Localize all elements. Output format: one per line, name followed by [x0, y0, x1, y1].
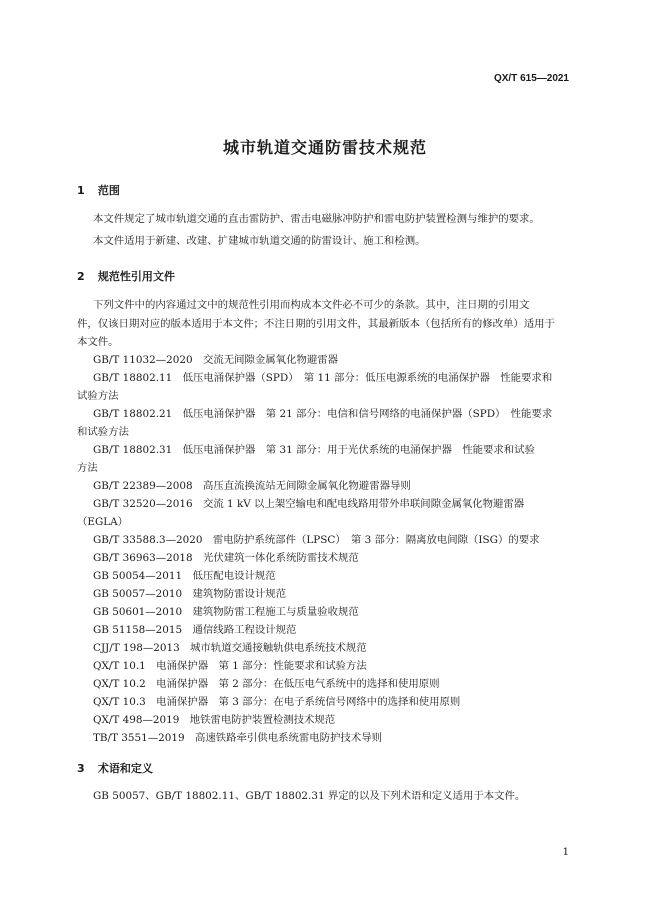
reference-item: QX/T 10.1 电涌保护器 第 1 部分：性能要求和试验方法 — [93, 660, 367, 672]
reference-item: QX/T 498—2019 地铁雷电防护装置检测技术规范 — [93, 714, 336, 726]
document-title: 城市轨道交通防雷技术规范 — [222, 138, 427, 157]
section-heading-2 — [77, 268, 175, 284]
reference-item: GB 51158—2015 通信线路工程设计规范 — [93, 624, 297, 636]
reference-item-continued: （EGLA） — [77, 516, 129, 528]
section-heading-1 — [77, 182, 120, 198]
body-line: 本文件。 — [77, 336, 119, 348]
body-line: 本文件规定了城市轨道交通的直击雷防护、雷击电磁脉冲防护和雷电防护装置检测与维护的要求。 — [93, 213, 540, 225]
section-number: 2 — [77, 270, 85, 283]
body-line: GB 50057、GB/T 18802.11、GB/T 18802.31 界定的以及下列术语和定义适用于本文件。 — [93, 790, 526, 802]
section-heading-3 — [77, 760, 153, 776]
reference-item-continued: 和试验方法 — [77, 426, 129, 438]
reference-item: GB/T 32520—2016 交流 1 kV 以上架空输电和配电线路用带外串联间隙金属氧化物避雷器 — [93, 498, 525, 510]
reference-item: GB 50601—2010 建筑物防雷工程施工与质量验收规范 — [93, 606, 359, 618]
section-title: 规范性引用文件 — [97, 270, 175, 283]
body-line: 下列文件中的内容通过文中的规范性引用而构成本文件必不可少的条款。其中，注日期的引用文 — [93, 299, 530, 311]
section-title: 术语和定义 — [97, 762, 153, 775]
page-number: 1 — [562, 847, 569, 858]
reference-item-continued: 方法 — [77, 462, 98, 474]
reference-item: GB 50057—2010 建筑物防雷设计规范 — [93, 588, 287, 600]
reference-item: GB/T 18802.31 低压电涌保护器 第 31 部分：用于光伏系统的电涌保护器 性能要求和试验 — [93, 444, 535, 456]
section-number: 3 — [77, 762, 85, 775]
standard-code: QX/T 615—2021 — [493, 73, 569, 84]
reference-item: GB/T 11032—2020 交流无间隙金属氧化物避雷器 — [93, 354, 339, 366]
section-number: 1 — [77, 184, 85, 197]
section-title: 范围 — [97, 184, 120, 197]
reference-item-continued: 试验方法 — [77, 390, 119, 402]
reference-item: QX/T 10.3 电涌保护器 第 3 部分：在电子系统信号网络中的选择和使用原则 — [93, 696, 461, 708]
reference-item: CJJ/T 198—2013 城市轨道交通接触轨供电系统技术规范 — [93, 642, 367, 654]
reference-item: GB 50054—2011 低压配电设计规范 — [93, 570, 276, 582]
reference-item: GB/T 22389—2008 高压直流换流站无间隙金属氧化物避雷器导则 — [93, 480, 411, 492]
reference-item: GB/T 36963—2018 光伏建筑一体化系统防雷技术规范 — [93, 552, 359, 564]
body-line: 本文件适用于新建、改建、扩建城市轨道交通的防雷设计、施工和检测。 — [93, 235, 426, 247]
body-line: 件，仅该日期对应的版本适用于本文件；不注日期的引用文件，其最新版本（包括所有的修改单）适用于 — [77, 318, 555, 330]
reference-item: GB/T 18802.21 低压电涌保护器 第 21 部分：电信和信号网络的电涌保护器（SPD） 性能要求 — [93, 408, 553, 420]
reference-item: GB/T 33588.3—2020 雷电防护系统部件（LPSC） 第 3 部分：隔离放电间隙（ISG）的要求 — [93, 534, 540, 546]
reference-item: TB/T 3551—2019 高速铁路牵引供电系统雷电防护技术导则 — [93, 732, 382, 744]
reference-item: QX/T 10.2 电涌保护器 第 2 部分：在低压电气系统中的选择和使用原则 — [93, 678, 440, 690]
reference-item: GB/T 18802.11 低压电涌保护器（SPD） 第 11 部分：低压电源系统的电涌保护器 性能要求和 — [93, 372, 553, 384]
